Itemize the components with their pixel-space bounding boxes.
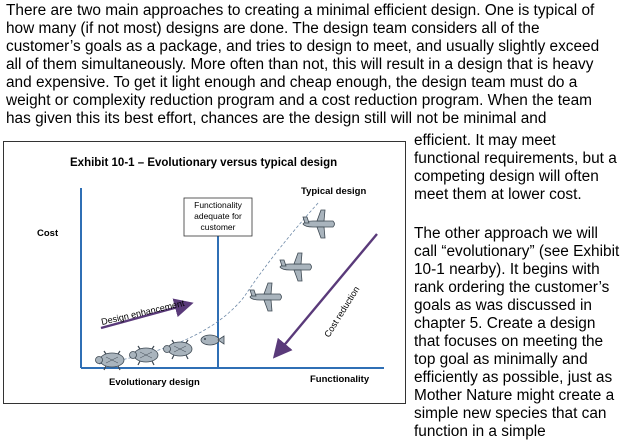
plane-icon: [250, 283, 282, 311]
fish-icon: [201, 335, 224, 345]
text-line: how many (if not most) designs are done. The design team considers all of the: [6, 20, 540, 37]
text-line: efficient. It may meet: [414, 132, 556, 149]
text-line: The other approach we will: [414, 225, 598, 242]
text-line: Mother Nature might create a: [414, 387, 615, 404]
cost-reduction-label: Cost reduction: [322, 284, 362, 340]
turtle-icon: [130, 346, 159, 365]
text-line: chapter 5. Create a design: [414, 315, 596, 332]
typical-design-label: Typical design: [301, 186, 367, 197]
text-line: weight or complexity reduction program and a cost reduction program. When the team: [6, 92, 592, 109]
exhibit-diagram: [4, 142, 405, 403]
text-line: and expensive. To get it light enough and cheap enough, the design team must do a: [6, 74, 578, 91]
text-line: top goal as minimally and: [414, 351, 588, 368]
text-line: meet them at lower cost.: [414, 186, 582, 203]
turtle-icon: [164, 340, 193, 359]
text-line: customer’s goals as a package, and tries to design to meet, and usually slightly exceed: [6, 38, 600, 55]
exhibit-figure: [3, 141, 406, 404]
threshold-box-line: adequate for: [194, 211, 242, 221]
y-axis-label: Cost: [37, 228, 59, 239]
text-line: 10-1 nearby). It begins with: [414, 261, 600, 278]
text-line: that focuses on meeting the: [414, 333, 604, 350]
plane-icon: [280, 253, 312, 281]
text-line: There are two main approaches to creating a minimal efficient design. One is typical of: [6, 2, 595, 19]
text-line: efficiently as possible, just as: [414, 369, 613, 386]
text-line: rank ordering the customer’s: [414, 279, 610, 296]
design-enhancement-label: Design enhancement: [100, 298, 186, 327]
evolutionary-design-label: Evolutionary design: [109, 377, 200, 388]
text-line: all of them simultaneously. More often than not, this will result in a design that is heavy: [6, 56, 594, 73]
text-line: call “evolutionary” (see Exhibit: [414, 243, 620, 260]
text-line: function in a simple: [414, 423, 546, 440]
exhibit-title: Exhibit 10-1 – Evolutionary versus typical design: [70, 157, 338, 169]
text-line: simple new species that can: [414, 405, 607, 422]
threshold-box-line: customer: [200, 222, 236, 232]
x-axis-label: Functionality: [310, 374, 370, 385]
text-line: has given this its best effort, chances are the design still will not be minimal and: [6, 110, 547, 127]
text-line: goals as was discussed in: [414, 297, 592, 314]
text-line: functional requirements, but a: [414, 150, 617, 167]
threshold-box-line: Functionality: [194, 200, 242, 210]
text-line: competing design will often: [414, 168, 599, 185]
